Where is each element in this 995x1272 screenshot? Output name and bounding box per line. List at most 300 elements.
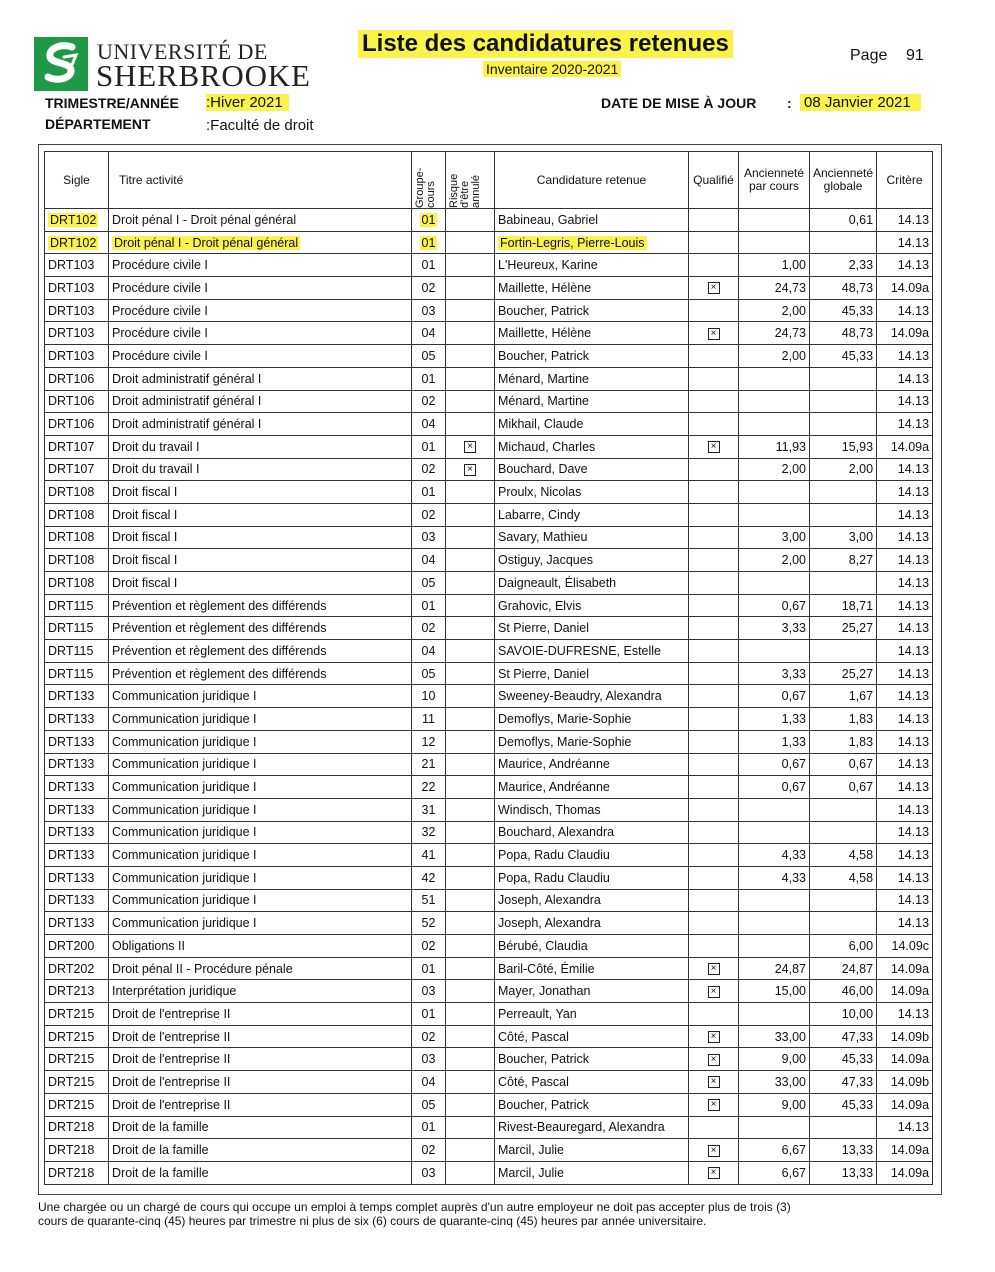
cell-groupe: 04	[412, 640, 446, 663]
cell-critere: 14.13	[877, 413, 933, 436]
cell-groupe: 01	[412, 367, 446, 390]
cell-risque	[446, 254, 495, 277]
candidatures-table	[44, 151, 933, 1185]
cell-sigle: DRT108	[45, 481, 109, 504]
cell-candidature: Bérubé, Claudia	[495, 935, 689, 958]
table-row	[45, 209, 933, 232]
cell-anciennete-cours: 0,67	[739, 594, 810, 617]
cell-sigle: DRT103	[45, 299, 109, 322]
header-sigle: Sigle	[45, 152, 109, 209]
university-name-line1: UNIVERSITÉ DE	[97, 39, 268, 64]
cell-candidature: Sweeney-Beaudry, Alexandra	[495, 685, 689, 708]
cell-anciennete-globale	[810, 413, 877, 436]
cell-sigle: DRT108	[45, 549, 109, 572]
cell-critere: 14.09a	[877, 277, 933, 300]
cell-titre: Droit de la famille	[109, 1139, 412, 1162]
cell-critere: 14.09a	[877, 957, 933, 980]
cell-sigle: DRT103	[45, 322, 109, 345]
checked-box-icon: ×	[708, 963, 720, 975]
cell-anciennete-cours: 0,67	[739, 685, 810, 708]
cell-titre: Communication juridique I	[109, 889, 412, 912]
checked-box-icon: ×	[708, 1031, 720, 1043]
cell-qualifie	[689, 730, 739, 753]
cell-critere: 14.09b	[877, 1071, 933, 1094]
cell-titre: Droit pénal I - Droit pénal général	[109, 209, 412, 232]
cell-critere: 14.13	[877, 594, 933, 617]
cell-titre: Droit fiscal I	[109, 572, 412, 595]
cell-titre: Communication juridique I	[109, 685, 412, 708]
cell-sigle: DRT215	[45, 1048, 109, 1071]
cell-risque	[446, 209, 495, 232]
cell-risque	[446, 299, 495, 322]
cell-candidature: Proulx, Nicolas	[495, 481, 689, 504]
cell-risque	[446, 662, 495, 685]
cell-critere: 14.13	[877, 730, 933, 753]
cell-critere: 14.09a	[877, 1161, 933, 1184]
cell-candidature: Labarre, Cindy	[495, 503, 689, 526]
cell-anciennete-globale: 6,00	[810, 935, 877, 958]
cell-sigle: DRT133	[45, 798, 109, 821]
table-row	[45, 912, 933, 935]
cell-anciennete-cours: 2,00	[739, 345, 810, 368]
cell-sigle: DRT107	[45, 458, 109, 481]
cell-risque	[446, 481, 495, 504]
cell-groupe: 10	[412, 685, 446, 708]
university-name-line2: SHERBROOKE	[96, 58, 311, 93]
cell-qualifie	[689, 503, 739, 526]
cell-titre: Communication juridique I	[109, 866, 412, 889]
cell-groupe: 03	[412, 980, 446, 1003]
cell-risque	[446, 503, 495, 526]
cell-anciennete-globale: 47,33	[810, 1025, 877, 1048]
cell-anciennete-cours: 6,67	[739, 1161, 810, 1184]
cell-groupe: 01	[412, 435, 446, 458]
cell-anciennete-cours: 11,93	[739, 435, 810, 458]
cell-sigle: DRT133	[45, 708, 109, 731]
table-row	[45, 390, 933, 413]
table-row	[45, 549, 933, 572]
cell-groupe: 01	[412, 481, 446, 504]
cell-titre: Droit de l'entreprise II	[109, 1071, 412, 1094]
cell-risque	[446, 708, 495, 731]
cell-risque	[446, 889, 495, 912]
table-row	[45, 935, 933, 958]
cell-candidature: Baril-Côté, Émilie	[495, 957, 689, 980]
cell-anciennete-cours	[739, 367, 810, 390]
cell-anciennete-cours: 3,33	[739, 662, 810, 685]
cell-critere: 14.09a	[877, 1139, 933, 1162]
cell-groupe: 05	[412, 572, 446, 595]
page-number: 91	[906, 47, 924, 64]
cell-risque	[446, 1025, 495, 1048]
cell-risque	[446, 1003, 495, 1026]
cell-titre: Droit administratif général I	[109, 413, 412, 436]
cell-risque	[446, 526, 495, 549]
cell-qualifie	[689, 1048, 739, 1071]
cell-critere: 14.13	[877, 526, 933, 549]
cell-qualifie	[689, 345, 739, 368]
cell-anciennete-globale: 48,73	[810, 322, 877, 345]
cell-sigle: DRT108	[45, 572, 109, 595]
cell-anciennete-cours	[739, 935, 810, 958]
table-row	[45, 594, 933, 617]
cell-anciennete-globale: 13,33	[810, 1139, 877, 1162]
cell-qualifie	[689, 617, 739, 640]
cell-candidature: Boucher, Patrick	[495, 345, 689, 368]
checked-box-icon: ×	[708, 1076, 720, 1088]
cell-qualifie	[689, 980, 739, 1003]
cell-titre: Droit de l'entreprise II	[109, 1025, 412, 1048]
date-colon: :	[787, 95, 792, 111]
table-row	[45, 435, 933, 458]
checked-box-icon: ×	[708, 441, 720, 453]
cell-candidature: Demoflys, Marie-Sophie	[495, 730, 689, 753]
cell-titre: Droit de l'entreprise II	[109, 1093, 412, 1116]
cell-anciennete-globale	[810, 912, 877, 935]
trimestre-label: TRIMESTRE/ANNÉE	[45, 95, 179, 111]
cell-titre: Prévention et règlement des différends	[109, 617, 412, 640]
cell-qualifie	[689, 1161, 739, 1184]
cell-sigle: DRT103	[45, 277, 109, 300]
cell-candidature: Michaud, Charles	[495, 435, 689, 458]
cell-anciennete-cours	[739, 209, 810, 232]
table-row	[45, 299, 933, 322]
cell-candidature: Ménard, Martine	[495, 367, 689, 390]
cell-groupe: 02	[412, 617, 446, 640]
cell-qualifie	[689, 1025, 739, 1048]
cell-critere: 14.09a	[877, 435, 933, 458]
table-row	[45, 889, 933, 912]
table-row	[45, 231, 933, 254]
cell-anciennete-cours: 4,33	[739, 866, 810, 889]
cell-anciennete-globale: 4,58	[810, 866, 877, 889]
cell-titre: Prévention et règlement des différends	[109, 594, 412, 617]
cell-anciennete-globale: 1,67	[810, 685, 877, 708]
table-row	[45, 1003, 933, 1026]
cell-groupe: 01	[412, 957, 446, 980]
cell-candidature: Grahovic, Elvis	[495, 594, 689, 617]
cell-anciennete-cours: 2,00	[739, 299, 810, 322]
table-row	[45, 844, 933, 867]
cell-candidature: Rivest-Beauregard, Alexandra	[495, 1116, 689, 1139]
cell-sigle: DRT202	[45, 957, 109, 980]
cell-qualifie	[689, 277, 739, 300]
table-row	[45, 980, 933, 1003]
cell-groupe: 41	[412, 844, 446, 867]
cell-risque	[446, 617, 495, 640]
cell-qualifie	[689, 776, 739, 799]
cell-candidature: Côté, Pascal	[495, 1025, 689, 1048]
checked-box-icon: ×	[708, 1145, 720, 1157]
cell-groupe: 22	[412, 776, 446, 799]
checked-box-icon: ×	[708, 328, 720, 340]
cell-anciennete-cours: 6,67	[739, 1139, 810, 1162]
cell-anciennete-globale	[810, 503, 877, 526]
cell-risque	[446, 367, 495, 390]
cell-critere: 14.13	[877, 458, 933, 481]
cell-risque	[446, 572, 495, 595]
cell-critere: 14.13	[877, 912, 933, 935]
cell-risque	[446, 685, 495, 708]
cell-anciennete-globale: 18,71	[810, 594, 877, 617]
cell-qualifie	[689, 549, 739, 572]
cell-anciennete-globale	[810, 798, 877, 821]
cell-candidature: St Pierre, Daniel	[495, 662, 689, 685]
cell-titre: Communication juridique I	[109, 730, 412, 753]
cell-risque	[446, 730, 495, 753]
page-label: Page	[850, 47, 888, 64]
departement-label: DÉPARTEMENT	[45, 116, 151, 132]
cell-groupe: 32	[412, 821, 446, 844]
cell-groupe: 02	[412, 503, 446, 526]
table-header-row	[45, 152, 933, 209]
cell-qualifie	[689, 662, 739, 685]
cell-risque	[446, 1071, 495, 1094]
cell-titre: Procédure civile I	[109, 345, 412, 368]
cell-critere: 14.13	[877, 503, 933, 526]
table-row	[45, 685, 933, 708]
cell-sigle: DRT215	[45, 1025, 109, 1048]
cell-sigle: DRT133	[45, 753, 109, 776]
cell-anciennete-globale: 24,87	[810, 957, 877, 980]
cell-anciennete-globale: 13,33	[810, 1161, 877, 1184]
checked-box-icon: ×	[464, 441, 476, 453]
cell-sigle: DRT108	[45, 503, 109, 526]
cell-anciennete-globale	[810, 640, 877, 663]
cell-qualifie	[689, 753, 739, 776]
cell-groupe: 01	[412, 1116, 446, 1139]
date-label: DATE DE MISE À JOUR	[601, 95, 757, 111]
table-row	[45, 776, 933, 799]
cell-titre: Procédure civile I	[109, 254, 412, 277]
cell-anciennete-globale: 45,33	[810, 299, 877, 322]
cell-anciennete-cours: 2,00	[739, 458, 810, 481]
cell-titre: Droit fiscal I	[109, 549, 412, 572]
checked-box-icon: ×	[464, 464, 476, 476]
cell-critere: 14.13	[877, 390, 933, 413]
cell-anciennete-cours: 4,33	[739, 844, 810, 867]
cell-titre: Droit de la famille	[109, 1161, 412, 1184]
cell-groupe: 04	[412, 413, 446, 436]
cell-anciennete-cours: 33,00	[739, 1025, 810, 1048]
cell-anciennete-globale: 45,33	[810, 1048, 877, 1071]
cell-anciennete-globale: 47,33	[810, 1071, 877, 1094]
table-row	[45, 730, 933, 753]
cell-critere: 14.13	[877, 481, 933, 504]
cell-groupe: 01	[412, 1003, 446, 1026]
header-qualifie: Qualifié	[689, 152, 739, 209]
cell-sigle: DRT215	[45, 1093, 109, 1116]
cell-qualifie	[689, 866, 739, 889]
cell-sigle: DRT115	[45, 640, 109, 663]
cell-anciennete-globale	[810, 572, 877, 595]
cell-groupe: 11	[412, 708, 446, 731]
cell-candidature: Maillette, Hélène	[495, 277, 689, 300]
cell-anciennete-globale	[810, 390, 877, 413]
cell-titre: Droit du travail I	[109, 435, 412, 458]
cell-anciennete-cours	[739, 413, 810, 436]
cell-anciennete-cours	[739, 1003, 810, 1026]
cell-candidature: Boucher, Patrick	[495, 1093, 689, 1116]
cell-anciennete-globale	[810, 367, 877, 390]
cell-sigle: DRT133	[45, 889, 109, 912]
table-row	[45, 277, 933, 300]
cell-titre: Prévention et règlement des différends	[109, 640, 412, 663]
cell-risque	[446, 277, 495, 300]
cell-qualifie	[689, 572, 739, 595]
table-row	[45, 617, 933, 640]
table-row	[45, 254, 933, 277]
cell-anciennete-globale: 25,27	[810, 617, 877, 640]
cell-titre: Droit pénal II - Procédure pénale	[109, 957, 412, 980]
cell-candidature: Windisch, Thomas	[495, 798, 689, 821]
cell-critere: 14.13	[877, 708, 933, 731]
cell-anciennete-cours: 33,00	[739, 1071, 810, 1094]
cell-candidature: Ménard, Martine	[495, 390, 689, 413]
cell-groupe: 05	[412, 662, 446, 685]
cell-anciennete-globale: 3,00	[810, 526, 877, 549]
cell-sigle: DRT115	[45, 662, 109, 685]
cell-risque	[446, 844, 495, 867]
cell-anciennete-globale	[810, 231, 877, 254]
cell-risque	[446, 231, 495, 254]
cell-candidature: Bouchard, Alexandra	[495, 821, 689, 844]
cell-groupe: 02	[412, 277, 446, 300]
cell-anciennete-cours	[739, 821, 810, 844]
cell-anciennete-cours: 9,00	[739, 1048, 810, 1071]
cell-qualifie	[689, 685, 739, 708]
cell-groupe: 31	[412, 798, 446, 821]
cell-anciennete-globale	[810, 1116, 877, 1139]
cell-risque	[446, 1093, 495, 1116]
cell-critere: 14.13	[877, 753, 933, 776]
cell-critere: 14.13	[877, 549, 933, 572]
cell-sigle: DRT215	[45, 1003, 109, 1026]
cell-sigle: DRT133	[45, 912, 109, 935]
cell-risque	[446, 458, 495, 481]
cell-anciennete-cours: 3,33	[739, 617, 810, 640]
cell-groupe: 02	[412, 935, 446, 958]
cell-candidature: Babineau, Gabriel	[495, 209, 689, 232]
cell-anciennete-globale: 46,00	[810, 980, 877, 1003]
cell-titre: Communication juridique I	[109, 776, 412, 799]
cell-candidature: Popa, Radu Claudiu	[495, 844, 689, 867]
table-row	[45, 821, 933, 844]
table-row	[45, 866, 933, 889]
table-row	[45, 1093, 933, 1116]
cell-risque	[446, 980, 495, 1003]
cell-titre: Droit de la famille	[109, 1116, 412, 1139]
cell-sigle: DRT133	[45, 866, 109, 889]
cell-candidature: Demoflys, Marie-Sophie	[495, 708, 689, 731]
cell-groupe: 12	[412, 730, 446, 753]
cell-anciennete-cours	[739, 481, 810, 504]
cell-risque	[446, 1116, 495, 1139]
cell-sigle: DRT133	[45, 844, 109, 867]
cell-qualifie	[689, 254, 739, 277]
document-title: Liste des candidatures retenues	[358, 30, 733, 58]
cell-anciennete-globale: 0,61	[810, 209, 877, 232]
cell-titre: Droit administratif général I	[109, 367, 412, 390]
cell-qualifie	[689, 1093, 739, 1116]
cell-critere: 14.13	[877, 345, 933, 368]
cell-risque	[446, 390, 495, 413]
cell-titre: Communication juridique I	[109, 798, 412, 821]
cell-groupe: 51	[412, 889, 446, 912]
cell-candidature: Fortin-Legris, Pierre-Louis	[495, 231, 689, 254]
cell-critere: 14.13	[877, 1116, 933, 1139]
cell-risque	[446, 912, 495, 935]
date-value: 08 Janvier 2021	[800, 94, 921, 111]
cell-qualifie	[689, 367, 739, 390]
cell-critere: 14.13	[877, 889, 933, 912]
cell-qualifie	[689, 708, 739, 731]
cell-risque	[446, 640, 495, 663]
cell-anciennete-globale	[810, 481, 877, 504]
cell-anciennete-globale: 2,00	[810, 458, 877, 481]
table-row	[45, 957, 933, 980]
cell-sigle: DRT218	[45, 1139, 109, 1162]
cell-critere: 14.13	[877, 254, 933, 277]
cell-groupe: 01	[412, 209, 446, 232]
cell-qualifie	[689, 299, 739, 322]
cell-anciennete-cours	[739, 231, 810, 254]
cell-anciennete-cours: 0,67	[739, 776, 810, 799]
cell-anciennete-cours: 1,00	[739, 254, 810, 277]
cell-groupe: 02	[412, 1139, 446, 1162]
table-row	[45, 481, 933, 504]
cell-anciennete-cours: 24,73	[739, 277, 810, 300]
cell-groupe: 01	[412, 254, 446, 277]
cell-risque	[446, 798, 495, 821]
cell-sigle: DRT133	[45, 821, 109, 844]
cell-qualifie	[689, 1071, 739, 1094]
cell-titre: Droit pénal I - Droit pénal général	[109, 231, 412, 254]
cell-sigle: DRT108	[45, 526, 109, 549]
cell-sigle: DRT107	[45, 435, 109, 458]
cell-risque	[446, 776, 495, 799]
cell-risque	[446, 1161, 495, 1184]
table-row	[45, 503, 933, 526]
cell-titre: Communication juridique I	[109, 821, 412, 844]
cell-anciennete-globale: 1,83	[810, 708, 877, 731]
cell-anciennete-cours	[739, 572, 810, 595]
cell-sigle: DRT106	[45, 413, 109, 436]
cell-anciennete-globale: 45,33	[810, 345, 877, 368]
cell-candidature: St Pierre, Daniel	[495, 617, 689, 640]
cell-candidature: Boucher, Patrick	[495, 299, 689, 322]
cell-anciennete-globale: 0,67	[810, 776, 877, 799]
header-critere: Critère	[877, 152, 933, 209]
cell-titre: Communication juridique I	[109, 753, 412, 776]
cell-risque	[446, 322, 495, 345]
table-row	[45, 662, 933, 685]
table-row	[45, 798, 933, 821]
cell-titre: Procédure civile I	[109, 322, 412, 345]
cell-critere: 14.13	[877, 640, 933, 663]
cell-sigle: DRT102	[45, 231, 109, 254]
cell-candidature: Maurice, Andréanne	[495, 776, 689, 799]
cell-anciennete-cours: 24,73	[739, 322, 810, 345]
cell-qualifie	[689, 798, 739, 821]
cell-critere: 14.13	[877, 231, 933, 254]
cell-critere: 14.13	[877, 776, 933, 799]
footer-note: Une chargée ou un chargé de cours qui occupe un emploi à temps complet auprès d'un autre employeur ne doit pas accepter plus de trois (3) cours de quarante-cinq (45) heures par trimestre ni plus de six (6) cours de quarante-cinq (45) heures par année universitaire.	[38, 1200, 791, 1228]
cell-candidature: Popa, Radu Claudiu	[495, 866, 689, 889]
cell-anciennete-cours: 9,00	[739, 1093, 810, 1116]
cell-anciennete-globale: 48,73	[810, 277, 877, 300]
cell-titre: Communication juridique I	[109, 708, 412, 731]
